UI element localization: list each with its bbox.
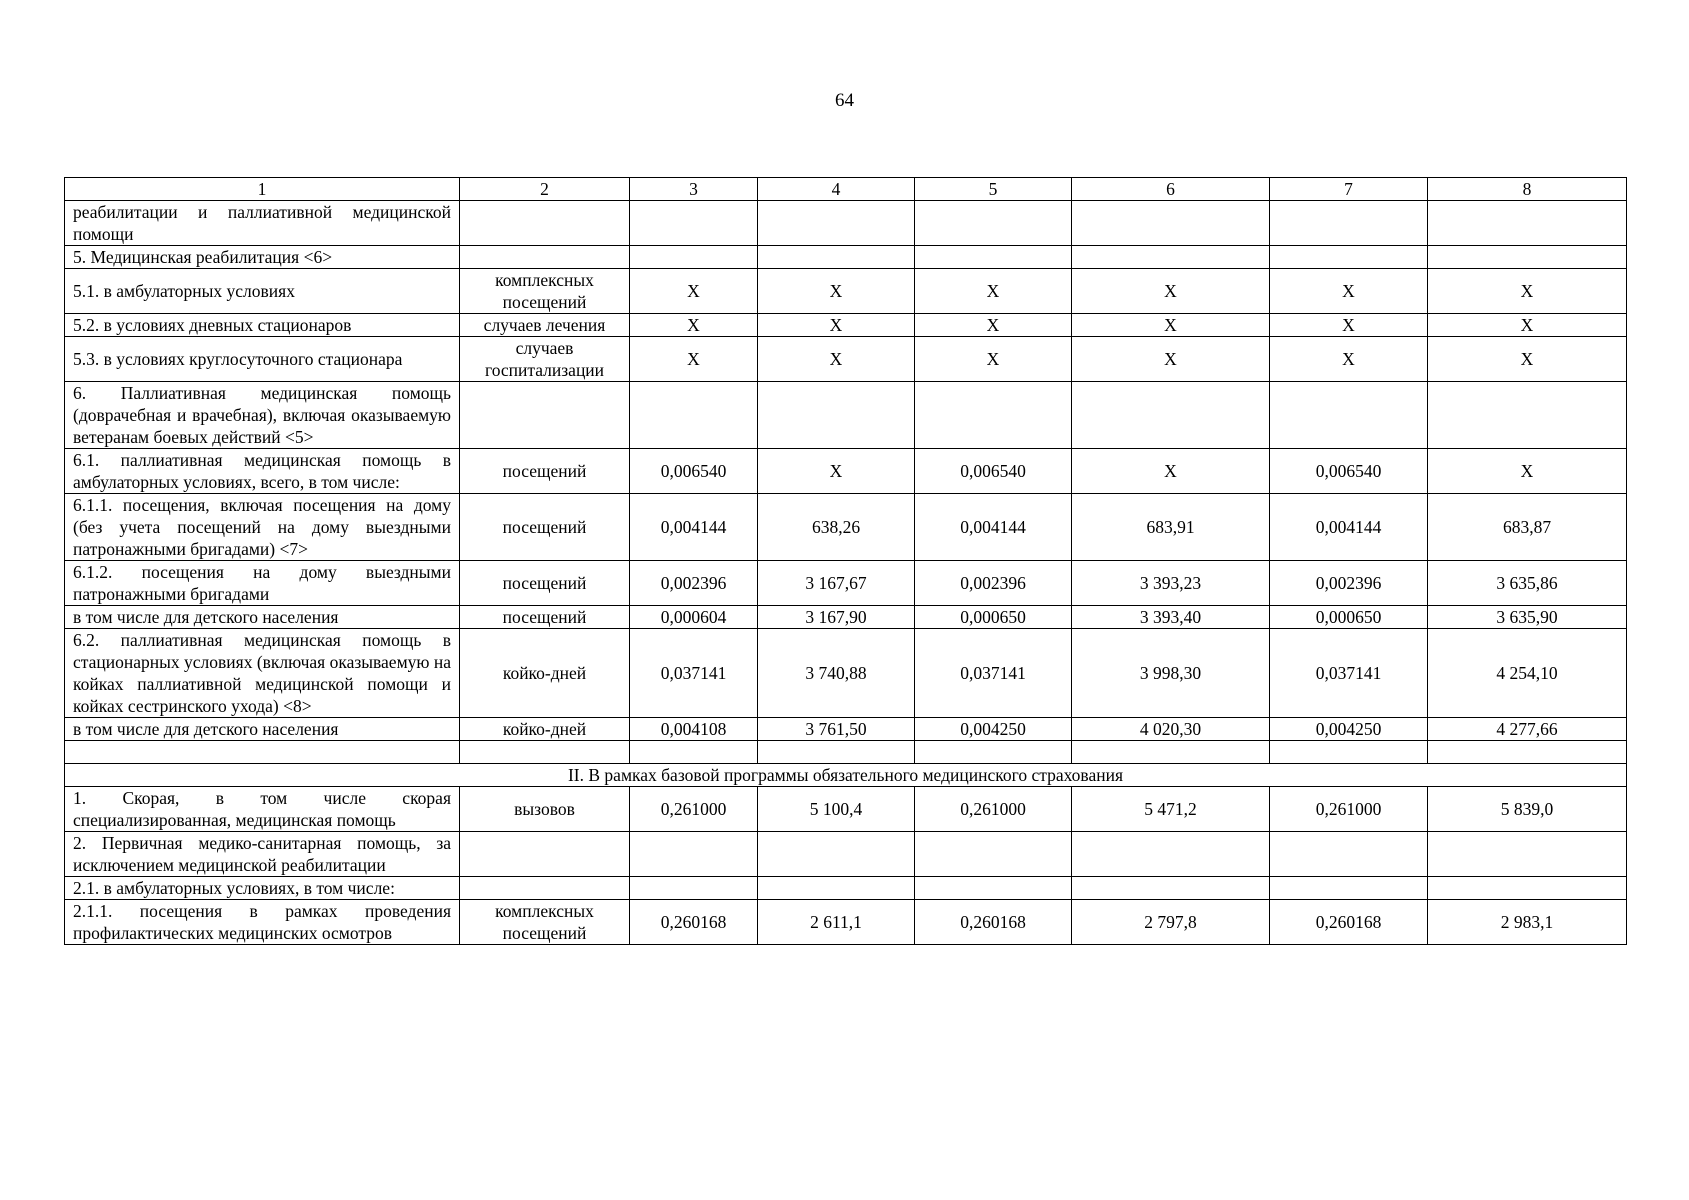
unit-cell — [460, 382, 630, 449]
value-cell: 0,002396 — [630, 561, 758, 606]
value-cell — [1270, 741, 1428, 764]
column-header: 4 — [758, 178, 915, 201]
value-cell — [915, 246, 1072, 269]
unit-cell: посещений — [460, 494, 630, 561]
column-header: 5 — [915, 178, 1072, 201]
row-description: 5.3. в условиях круглосуточного стационара — [65, 337, 460, 382]
table-row — [65, 269, 1627, 314]
value-cell: 5 839,0 — [1428, 787, 1627, 832]
value-cell — [915, 832, 1072, 877]
value-cell: X — [1428, 269, 1627, 314]
table-row — [65, 787, 1627, 832]
value-cell: 3 635,86 — [1428, 561, 1627, 606]
unit-cell: посещений — [460, 449, 630, 494]
table-row — [65, 606, 1627, 629]
unit-cell — [460, 741, 630, 764]
value-cell — [1270, 246, 1428, 269]
value-cell: X — [1270, 314, 1428, 337]
value-cell: 0,004250 — [915, 718, 1072, 741]
value-cell — [1270, 382, 1428, 449]
value-cell: X — [630, 337, 758, 382]
value-cell: 0,004144 — [630, 494, 758, 561]
value-cell — [630, 246, 758, 269]
unit-cell: койко-дней — [460, 718, 630, 741]
table-row — [65, 629, 1627, 718]
table-row — [65, 877, 1627, 900]
value-cell — [1428, 741, 1627, 764]
table-row — [65, 718, 1627, 741]
unit-cell: койко-дней — [460, 629, 630, 718]
value-cell: X — [630, 269, 758, 314]
column-header: 2 — [460, 178, 630, 201]
value-cell — [758, 877, 915, 900]
unit-cell — [460, 877, 630, 900]
table-row — [65, 314, 1627, 337]
column-header: 8 — [1428, 178, 1627, 201]
section-title: II. В рамках базовой программы обязательного медицинского страхования — [65, 764, 1627, 787]
value-cell: 5 100,4 — [758, 787, 915, 832]
value-cell: 3 393,23 — [1072, 561, 1270, 606]
unit-cell: случаев лечения — [460, 314, 630, 337]
row-description: 6.1.1. посещения, включая посещения на дому (без учета посещений на дому выездными патронажными бригадами) <7> — [65, 494, 460, 561]
value-cell: 3 167,90 — [758, 606, 915, 629]
value-cell: 3 761,50 — [758, 718, 915, 741]
value-cell: X — [758, 337, 915, 382]
value-cell: X — [1428, 337, 1627, 382]
value-cell: X — [1072, 314, 1270, 337]
value-cell: 0,261000 — [915, 787, 1072, 832]
value-cell: 0,000650 — [915, 606, 1072, 629]
value-cell: 683,91 — [1072, 494, 1270, 561]
value-cell: 0,004108 — [630, 718, 758, 741]
unit-cell — [460, 246, 630, 269]
row-description: 1. Скорая, в том числе скорая специализированная, медицинская помощь — [65, 787, 460, 832]
value-cell — [630, 741, 758, 764]
value-cell — [1072, 201, 1270, 246]
value-cell: 683,87 — [1428, 494, 1627, 561]
value-cell — [758, 382, 915, 449]
value-cell — [1428, 382, 1627, 449]
value-cell: 0,037141 — [1270, 629, 1428, 718]
value-cell: 0,261000 — [630, 787, 758, 832]
value-cell: 2 797,8 — [1072, 900, 1270, 945]
value-cell — [1428, 832, 1627, 877]
value-cell: 0,002396 — [1270, 561, 1428, 606]
page-number: 64 — [835, 90, 854, 111]
unit-cell: комплексных посещений — [460, 269, 630, 314]
value-cell: 4 277,66 — [1428, 718, 1627, 741]
value-cell: 0,260168 — [915, 900, 1072, 945]
table-body — [65, 178, 1627, 945]
value-cell: 0,037141 — [915, 629, 1072, 718]
table-row — [65, 246, 1627, 269]
unit-cell: посещений — [460, 606, 630, 629]
row-description: в том числе для детского населения — [65, 718, 460, 741]
value-cell: 2 983,1 — [1428, 900, 1627, 945]
value-cell: 0,261000 — [1270, 787, 1428, 832]
value-cell: 0,000650 — [1270, 606, 1428, 629]
row-description: в том числе для детского населения — [65, 606, 460, 629]
value-cell — [1072, 832, 1270, 877]
value-cell: 3 635,90 — [1428, 606, 1627, 629]
unit-cell: случаев госпитализации — [460, 337, 630, 382]
row-description: 5. Медицинская реабилитация <6> — [65, 246, 460, 269]
value-cell — [758, 741, 915, 764]
row-description: 6.2. паллиативная медицинская помощь в стационарных условиях (включая оказываемую на койках паллиативной медицинской помощи и койках сестринского ухода) <8> — [65, 629, 460, 718]
value-cell: 2 611,1 — [758, 900, 915, 945]
unit-cell: вызовов — [460, 787, 630, 832]
value-cell: X — [1072, 337, 1270, 382]
value-cell: X — [1072, 449, 1270, 494]
value-cell: 0,260168 — [1270, 900, 1428, 945]
value-cell — [758, 832, 915, 877]
value-cell: 4 020,30 — [1072, 718, 1270, 741]
value-cell — [630, 832, 758, 877]
row-description: 6.1.2. посещения на дому выездными патронажными бригадами — [65, 561, 460, 606]
row-description: 6. Паллиативная медицинская помощь (доврачебная и врачебная), включая оказываемую ветеранам боевых действий <5> — [65, 382, 460, 449]
value-cell — [630, 382, 758, 449]
value-cell — [758, 246, 915, 269]
value-cell: 0,004144 — [1270, 494, 1428, 561]
table-row — [65, 382, 1627, 449]
value-cell — [915, 741, 1072, 764]
table-row — [65, 832, 1627, 877]
value-cell: X — [915, 269, 1072, 314]
value-cell: X — [915, 337, 1072, 382]
value-cell: 0,004144 — [915, 494, 1072, 561]
table-row — [65, 337, 1627, 382]
row-description: 2. Первичная медико-санитарная помощь, за исключением медицинской реабилитации — [65, 832, 460, 877]
section-header-row — [65, 764, 1627, 787]
value-cell: 3 393,40 — [1072, 606, 1270, 629]
unit-cell: комплексных посещений — [460, 900, 630, 945]
column-header: 7 — [1270, 178, 1428, 201]
data-table — [64, 177, 1627, 945]
table-row — [65, 494, 1627, 561]
column-header-row — [65, 178, 1627, 201]
value-cell — [1072, 382, 1270, 449]
value-cell: X — [1270, 337, 1428, 382]
value-cell: 5 471,2 — [1072, 787, 1270, 832]
value-cell: 4 254,10 — [1428, 629, 1627, 718]
table-row — [65, 900, 1627, 945]
value-cell: X — [758, 269, 915, 314]
column-header: 3 — [630, 178, 758, 201]
value-cell: 0,037141 — [630, 629, 758, 718]
value-cell: 0,004250 — [1270, 718, 1428, 741]
value-cell: X — [915, 314, 1072, 337]
value-cell: X — [758, 449, 915, 494]
value-cell: X — [1428, 449, 1627, 494]
table-row — [65, 201, 1627, 246]
value-cell — [1072, 246, 1270, 269]
value-cell: 3 998,30 — [1072, 629, 1270, 718]
value-cell — [915, 382, 1072, 449]
value-cell — [1428, 246, 1627, 269]
value-cell — [1270, 877, 1428, 900]
value-cell — [630, 201, 758, 246]
row-description: 5.1. в амбулаторных условиях — [65, 269, 460, 314]
value-cell: 0,002396 — [915, 561, 1072, 606]
table-row — [65, 741, 1627, 764]
row-description: 2.1. в амбулаторных условиях, в том числе: — [65, 877, 460, 900]
value-cell — [1270, 201, 1428, 246]
value-cell — [915, 877, 1072, 900]
value-cell: 0,260168 — [630, 900, 758, 945]
value-cell: 3 740,88 — [758, 629, 915, 718]
unit-cell — [460, 832, 630, 877]
value-cell — [915, 201, 1072, 246]
value-cell: 0,000604 — [630, 606, 758, 629]
value-cell — [1072, 877, 1270, 900]
column-header: 6 — [1072, 178, 1270, 201]
row-description: реабилитации и паллиативной медицинской помощи — [65, 201, 460, 246]
row-description: 5.2. в условиях дневных стационаров — [65, 314, 460, 337]
value-cell — [758, 201, 915, 246]
value-cell — [630, 877, 758, 900]
row-description: 6.1. паллиативная медицинская помощь в амбулаторных условиях, всего, в том числе: — [65, 449, 460, 494]
row-description — [65, 741, 460, 764]
value-cell: X — [1270, 269, 1428, 314]
value-cell: 638,26 — [758, 494, 915, 561]
value-cell: 0,006540 — [1270, 449, 1428, 494]
value-cell: 3 167,67 — [758, 561, 915, 606]
table-row — [65, 561, 1627, 606]
value-cell — [1428, 201, 1627, 246]
unit-cell — [460, 201, 630, 246]
row-description: 2.1.1. посещения в рамках проведения профилактических медицинских осмотров — [65, 900, 460, 945]
value-cell: X — [630, 314, 758, 337]
table-row — [65, 449, 1627, 494]
value-cell: 0,006540 — [915, 449, 1072, 494]
value-cell: X — [1428, 314, 1627, 337]
value-cell — [1428, 877, 1627, 900]
unit-cell: посещений — [460, 561, 630, 606]
value-cell: X — [1072, 269, 1270, 314]
value-cell: X — [758, 314, 915, 337]
value-cell — [1072, 741, 1270, 764]
column-header: 1 — [65, 178, 460, 201]
value-cell — [1270, 832, 1428, 877]
value-cell: 0,006540 — [630, 449, 758, 494]
